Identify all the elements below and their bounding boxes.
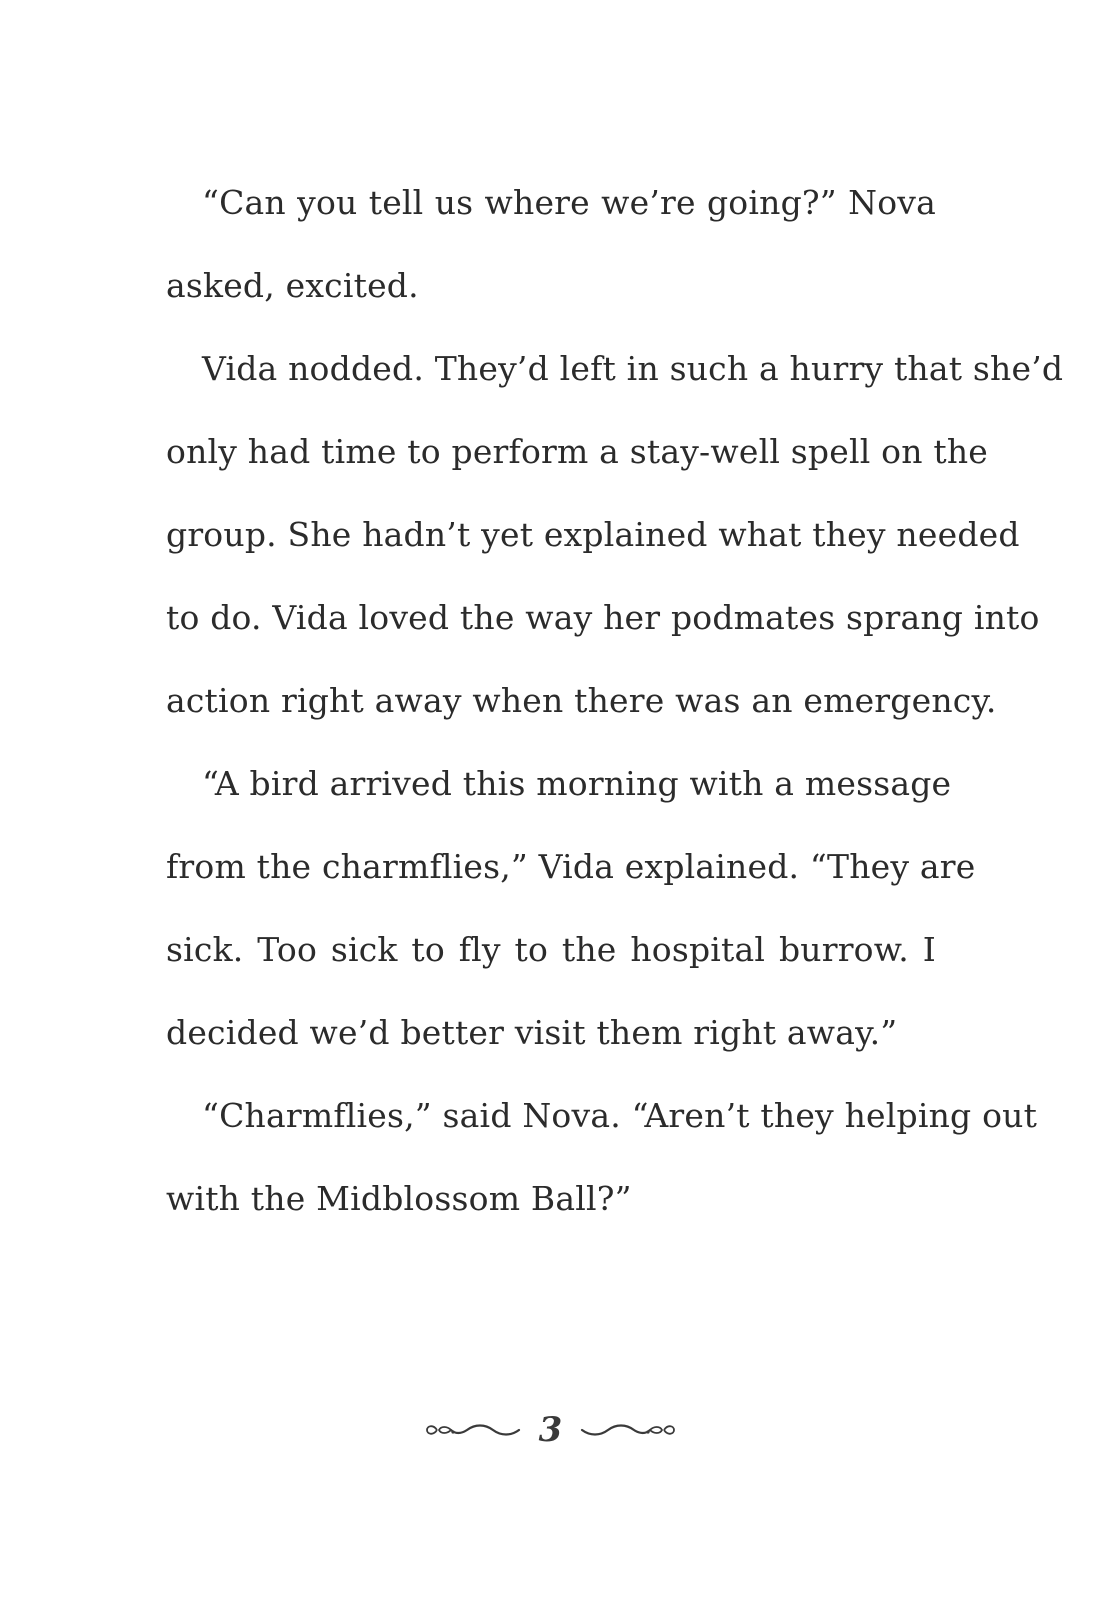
page-number: 3 [538, 1410, 563, 1450]
text-line: “Charmflies,” said Nova. “Aren’t they helping out [202, 1096, 1038, 1135]
text-line: group. She hadn’t yet explained what they needed [166, 515, 1020, 554]
text-line: with the Midblossom Ball?” [166, 1179, 632, 1218]
text-line: sick. Too sick to fly to the hospital burrow. I [166, 930, 936, 969]
text-line: asked, excited. [166, 266, 419, 305]
body-text [166, 172, 1064, 1251]
text-line: only had time to perform a stay-well spell on the [166, 432, 989, 471]
left-flourish-icon [423, 1418, 523, 1442]
page-footer [0, 1400, 1101, 1460]
text-line: Vida nodded. They’d left in such a hurry that she’d [202, 349, 1064, 388]
text-line: decided we’d better visit them right away.” [166, 1013, 898, 1052]
text-line: to do. Vida loved the way her podmates sprang into [166, 598, 1040, 637]
text-line: action right away when there was an emergency. [166, 681, 997, 720]
text-line: from the charmflies,” Vida explained. “They are [166, 847, 976, 886]
text-line: “Can you tell us where we’re going?” Nova [202, 183, 936, 222]
right-flourish-icon [578, 1418, 678, 1442]
text-line: “A bird arrived this morning with a message [202, 764, 952, 803]
